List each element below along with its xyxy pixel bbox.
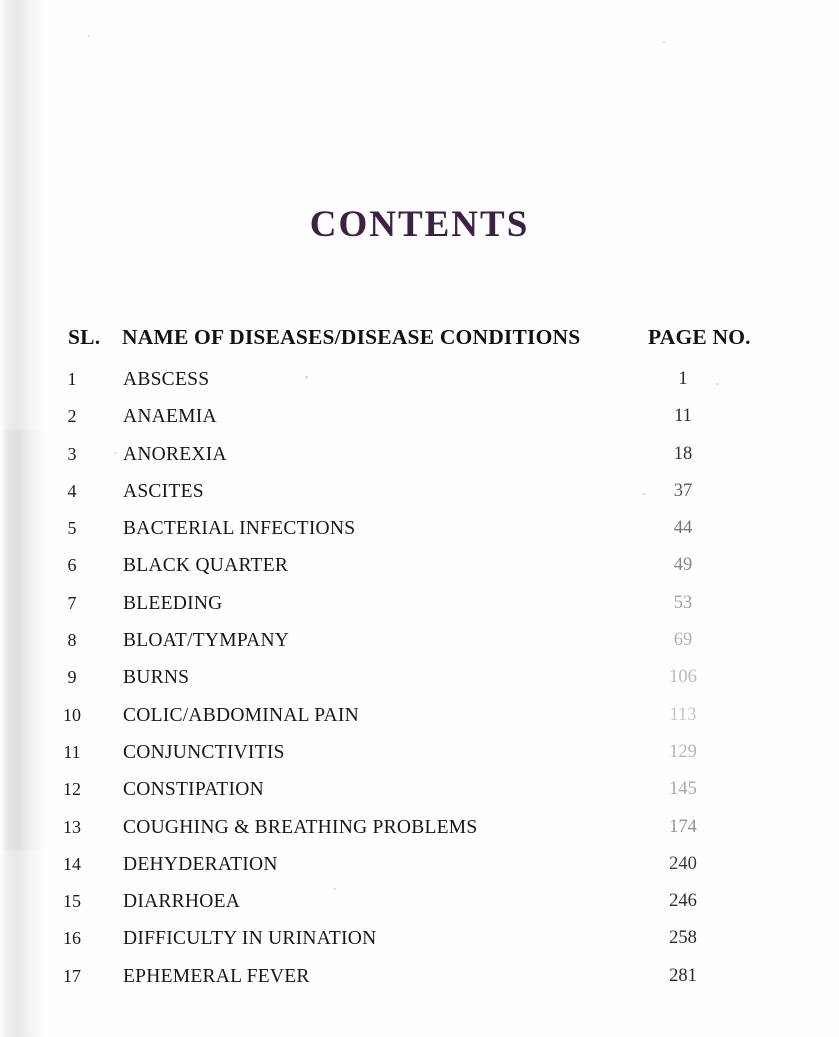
row-serial-number: 2	[67, 406, 77, 427]
row-page-number: 69	[673, 630, 693, 651]
row-disease-name: BACTERIAL INFECTIONS	[123, 518, 356, 540]
contents-list	[0, 369, 839, 1003]
column-header-page: PAGE NO.	[648, 325, 751, 349]
table-row	[0, 518, 839, 555]
row-page-number: 37	[673, 480, 693, 501]
table-row	[0, 891, 839, 928]
row-serial-number: 6	[67, 555, 77, 576]
row-page-number: 129	[669, 741, 697, 762]
row-page-number: 258	[669, 928, 697, 949]
row-disease-name: EPHEMERAL FEVER	[123, 965, 310, 987]
row-page-number: 281	[669, 965, 697, 986]
row-serial-number: 4	[67, 480, 77, 501]
row-page-number: 145	[669, 779, 697, 800]
row-page-number: 18	[673, 443, 693, 464]
page-title: CONTENTS	[309, 204, 530, 245]
row-disease-name: ABSCESS	[123, 369, 210, 390]
row-page-number: 174	[669, 816, 697, 837]
row-serial-number: 9	[67, 667, 77, 688]
row-serial-number: 13	[63, 816, 81, 837]
row-serial-number: 16	[63, 928, 81, 949]
row-serial-number: 1	[67, 369, 77, 389]
row-page-number: 49	[673, 555, 693, 576]
table-row	[0, 593, 839, 630]
table-row	[0, 742, 839, 779]
table-row	[0, 779, 839, 816]
row-serial-number: 17	[63, 965, 81, 986]
row-serial-number: 8	[67, 630, 77, 651]
row-serial-number: 10	[63, 704, 81, 725]
table-row	[0, 817, 839, 854]
row-serial-number: 7	[67, 592, 77, 613]
table-row	[0, 444, 839, 481]
table-row	[0, 406, 839, 443]
row-page-number: 44	[673, 518, 693, 539]
row-serial-number: 15	[63, 891, 81, 912]
table-row	[0, 481, 839, 518]
row-serial-number: 12	[63, 779, 81, 800]
row-disease-name: CONSTIPATION	[123, 779, 264, 801]
row-disease-name: DEHYDERATION	[123, 853, 278, 875]
row-disease-name: BURNS	[123, 667, 190, 689]
row-page-number: 113	[669, 704, 697, 725]
row-disease-name: ASCITES	[123, 480, 204, 502]
row-disease-name: BLEEDING	[123, 592, 223, 614]
row-page-number: 246	[669, 891, 697, 912]
scan-speck	[88, 35, 90, 37]
row-disease-name: CONJUNCTIVITIS	[123, 741, 285, 763]
table-row	[0, 966, 839, 1003]
row-disease-name: COLIC/ABDOMINAL PAIN	[123, 704, 359, 726]
row-serial-number: 14	[63, 853, 81, 874]
scan-speck	[663, 41, 665, 43]
table-row	[0, 555, 839, 592]
row-disease-name: ANAEMIA	[123, 406, 217, 428]
table-row	[0, 369, 839, 406]
row-serial-number: 3	[67, 443, 77, 464]
table-row	[0, 928, 839, 965]
row-page-number: 53	[673, 592, 693, 613]
column-header-sl: SL.	[68, 325, 101, 349]
row-disease-name: BLOAT/TYMPANY	[123, 630, 290, 652]
row-disease-name: DIARRHOEA	[123, 891, 241, 913]
row-disease-name: BLACK QUARTER	[123, 555, 289, 577]
table-header	[0, 325, 839, 355]
row-page-number: 1	[678, 369, 688, 389]
row-disease-name: COUGHING & BREATHING PROBLEMS	[123, 816, 478, 838]
row-page-number: 106	[669, 667, 697, 688]
table-row	[0, 705, 839, 742]
row-serial-number: 11	[63, 741, 81, 762]
table-row	[0, 854, 839, 891]
row-page-number: 11	[674, 406, 692, 427]
row-page-number: 240	[669, 853, 697, 874]
row-serial-number: 5	[67, 518, 77, 539]
table-row	[0, 630, 839, 667]
table-row	[0, 667, 839, 704]
row-disease-name: DIFFICULTY IN URINATION	[123, 928, 377, 950]
row-disease-name: ANOREXIA	[123, 443, 227, 465]
column-header-name: NAME OF DISEASES/DISEASE CONDITIONS	[122, 325, 581, 349]
